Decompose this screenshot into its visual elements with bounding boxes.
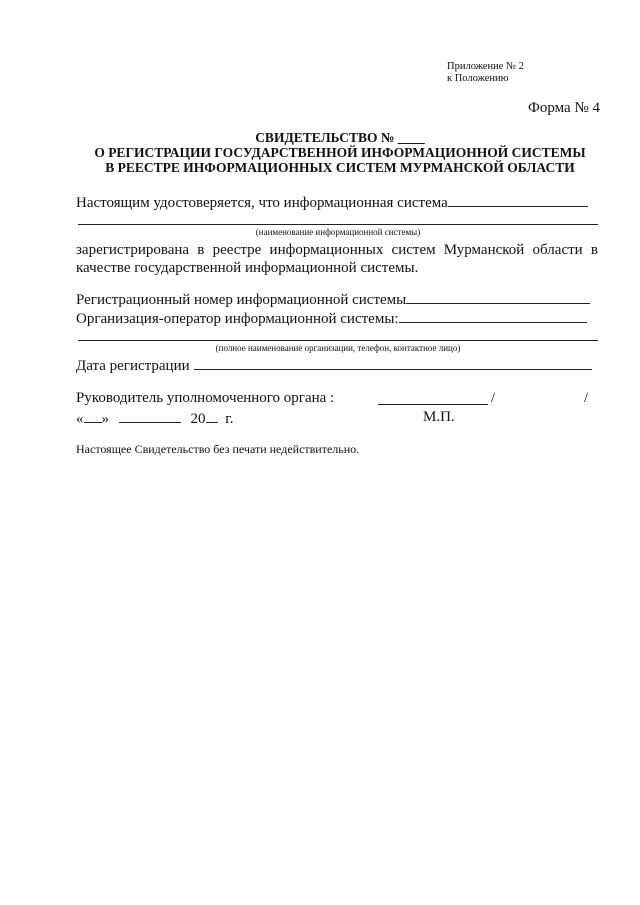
day-blank [84,408,102,423]
system-name-blank [448,192,588,207]
operator-label: Организация-оператор информационной системы: [76,311,399,327]
date-open-quote: « [76,411,84,427]
signature-line [378,404,488,405]
appendix-line-1: Приложение № 2 [447,61,524,72]
title-line-1: СВИДЕТЕЛЬСТВО № ____ [255,130,425,145]
year-prefix: 20 [190,411,206,427]
system-name-line [78,224,598,225]
signature-slash-1: / [491,390,496,406]
system-name-caption: (наименование информационной системы) [255,227,421,237]
title-line-2: О РЕГИСТРАЦИИ ГОСУДАРСТВЕННОЙ ИНФОРМАЦИОННОЙ СИСТЕМЫ [94,145,586,160]
appendix-line-2: к Положению [447,73,509,84]
certify-line-2: качестве государственной информационной системы. [76,260,419,276]
reg-date-row [76,355,592,375]
date-row [76,408,233,428]
reg-number-row [76,289,590,309]
operator-line [78,340,598,341]
reg-date-blank [194,355,592,370]
title-line-3: В РЕЕСТРЕ ИНФОРМАЦИОННЫХ СИСТЕМ МУРМАНСКОЙ ОБЛАСТИ [105,160,575,175]
certify-line-1: зарегистрирована в реестре информационных систем Мурманской области в [76,242,598,258]
certify-lead-text: Настоящим удостоверяется, что информационная система [76,195,448,211]
certify-lead [76,192,588,212]
signature-slash-2: / [584,390,589,406]
reg-number-label: Регистрационный номер информационной системы [76,292,407,308]
operator-blank [399,308,587,323]
reg-date-label: Дата регистрации [76,358,190,374]
operator-row [76,308,587,328]
date-close-quote: » [101,411,109,427]
stamp-label: М.П. [423,409,455,425]
reg-number-blank [406,289,590,304]
form-number: Форма № 4 [528,100,600,116]
validity-note: Настоящее Свидетельство без печати недействительно. [76,442,360,456]
operator-caption: (полное наименование организации, телефон, контактное лицо) [215,343,461,353]
year-blank [206,408,218,423]
year-suffix: г. [225,411,234,427]
head-label: Руководитель уполномоченного органа : [76,390,335,406]
month-blank [119,408,181,423]
